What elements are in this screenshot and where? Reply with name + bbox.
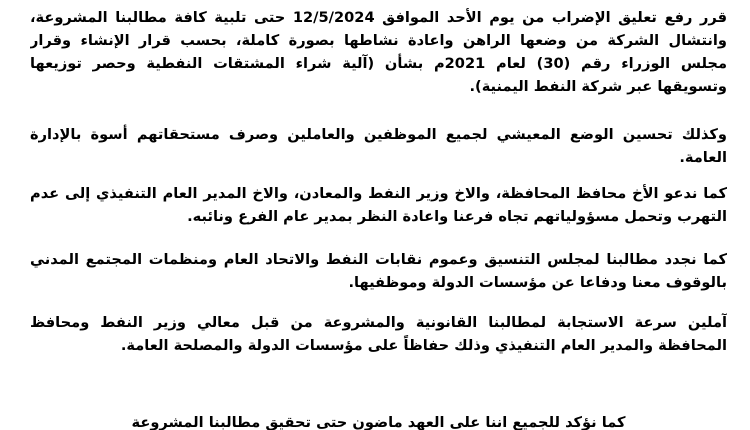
paragraph-hope-for-response: آملين سرعة الاستجابة لمطالبنا القانونية والمشروعة من قبل معالي وزير النفط ومحافظ المحافظة والمدير العام التنفيذي وذلك حفاظاً على مؤسسات الدولة والمصلحة العامة. [30,314,727,354]
paragraph-renewed-demands: كما نجدد مطالبنا لمجلس التنسيق وعموم نقابات النفط والاتحاد العام ومنظمات المجتمع المدني بالوقوف معنا ودفاعا عن مؤسسات الدولة وموظفيها. [30,251,727,291]
paragraph-living-conditions: وكذلك تحسين الوضع المعيشي لجميع الموظفين والعاملين وصرف مستحقاتهم أسوة بالإدارة العامة. [30,126,727,166]
paragraph-call-to-officials: كما ندعو الأخ محافظ المحافظة، والاخ وزير النفط والمعادن، والاخ المدير العام التنفيذي إلى عدم التهرب وتحمل مسؤولياتهم تجاه فرعنا واعادة النظر بمدير عام الفرع ونائبه. [30,185,727,225]
paragraph-strike-decision: قرر رفع تعليق الإضراب من يوم الأحد الموافق 12/5/2024 حتى تلبية كافة مطالبنا المشروعة، وانتشال الشركة من وضعها الراهن واعادة نشاطها بصورة كاملة، بحسب قرار الإنشاء وقرار مجلس الوزراء رقم (30) لعام 2021م بشأن (آلية شراء المشتقات النفطية وحصر توزيعها وتسويقها عبر شركة النفط اليمنية). [30,9,727,95]
closing-statement: كما نؤكد للجميع اننا على العهد ماضون حتى تحقيق مطالبنا المشروعة [131,414,626,430]
document-page [30,0,727,430]
